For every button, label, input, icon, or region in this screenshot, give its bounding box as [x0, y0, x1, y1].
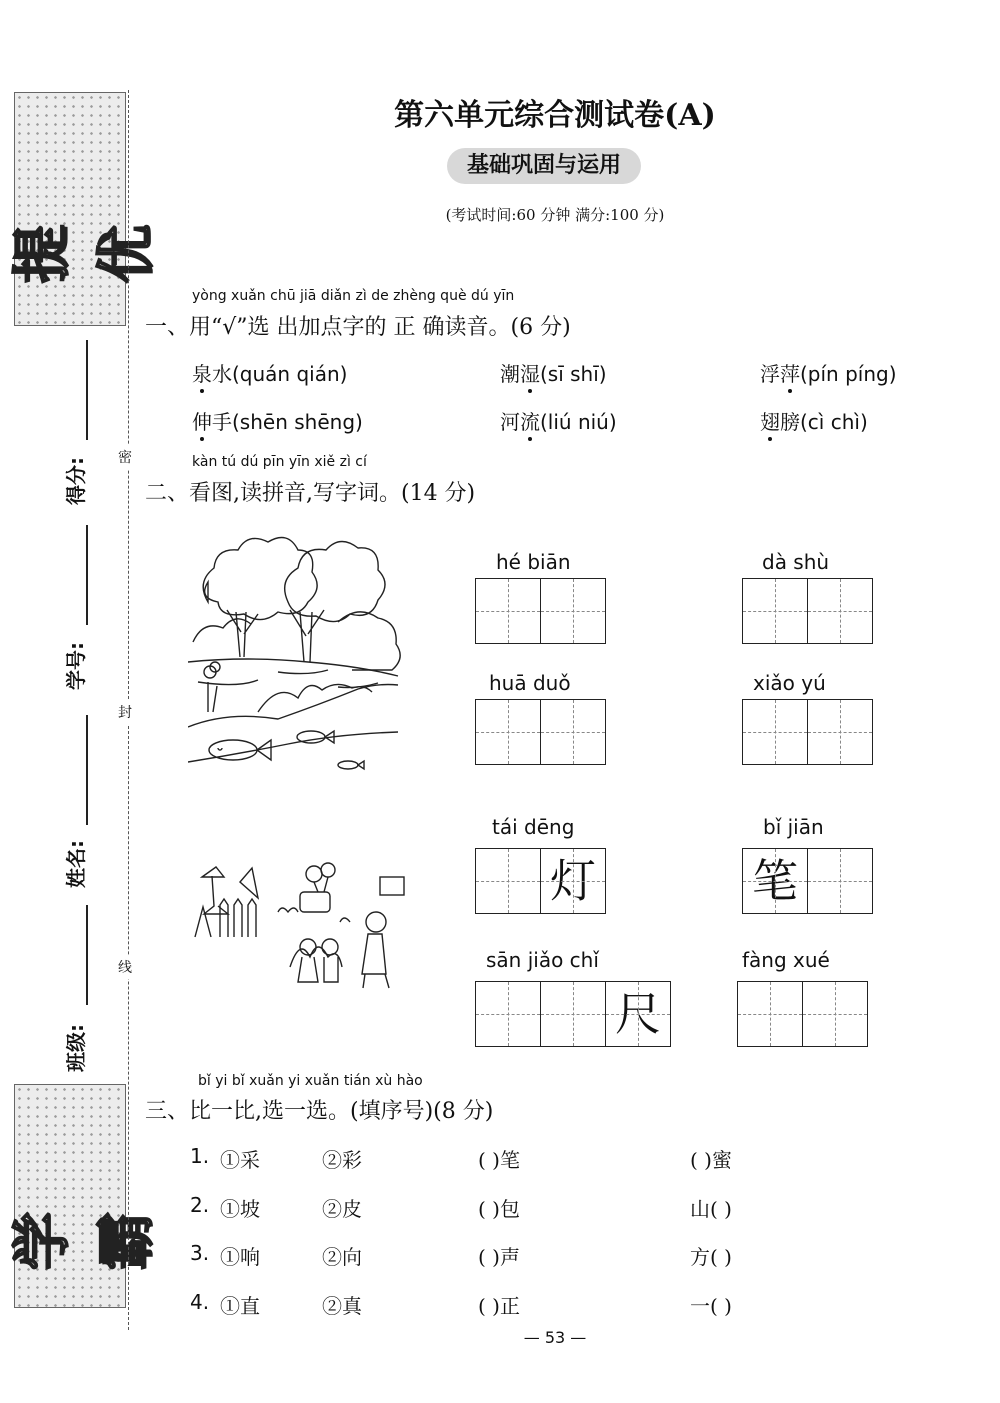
grid-cell[interactable]: [738, 982, 803, 1046]
grid-cell[interactable]: 灯: [541, 849, 605, 913]
grid-cell[interactable]: [476, 982, 541, 1046]
cut-char-mi: 密: [118, 445, 132, 469]
q2-word-3-pinyin: huā duǒ: [489, 671, 571, 695]
grid-cell[interactable]: [476, 849, 541, 913]
q3-pinyin: bǐ yi bǐ xuǎn yi xuǎn tián xù hào: [198, 1073, 423, 1089]
grid-cell[interactable]: [808, 849, 872, 913]
q1-item-6-char-dotted: 翅: [760, 406, 780, 435]
page-title: 第六单元综合测试卷(A): [394, 98, 716, 133]
grid-cell[interactable]: [541, 982, 606, 1046]
q3-row-4-option-1: ①直: [220, 1294, 260, 1318]
q2-title: 二、看图,读拼音,写字词。(14 分): [145, 481, 476, 506]
q1-item-6-char: 膀: [780, 410, 800, 434]
q1-item-2-char: 潮: [500, 362, 520, 386]
class-field-line: [86, 905, 88, 1005]
q2-word-1-grid[interactable]: [475, 578, 606, 644]
cut-char-xian: 线: [118, 955, 132, 979]
q1-title: 一、用“√”选 出加点字的 正 确读音。(6 分): [145, 315, 571, 340]
q2-word-4-pinyin: xiǎo yú: [753, 671, 826, 695]
q1-item-3-options[interactable]: (pín píng): [800, 362, 897, 386]
q3-row-2-blank-a[interactable]: ( )包: [478, 1197, 520, 1221]
q3-row-4-option-2: ②真: [322, 1294, 362, 1318]
q1-item-4-options[interactable]: (shēn shēng): [232, 410, 363, 434]
grid-cell[interactable]: [476, 579, 541, 643]
q1-item-2-options[interactable]: (sī shī): [540, 362, 607, 386]
q3-row-3-option-2: ②向: [322, 1245, 362, 1269]
grid-cell[interactable]: [541, 700, 605, 764]
q3-row-3-blank-b[interactable]: 方( ): [690, 1245, 732, 1269]
q3-row-2-option-2: ②皮: [322, 1197, 362, 1221]
name-field-label: 姓名:: [64, 840, 88, 888]
grid-cell[interactable]: [808, 579, 872, 643]
river-trees-illustration: [188, 522, 403, 772]
cut-char-feng: 封: [118, 700, 132, 724]
top-badge-text: 提优: [8, 224, 160, 283]
q2-word-2-grid[interactable]: [742, 578, 873, 644]
q2-word-5-pinyin: tái dēng: [492, 815, 575, 839]
q1-item-2: [500, 358, 607, 387]
grid-cell[interactable]: [743, 579, 808, 643]
q1-item-2-char-dotted: 湿: [520, 358, 540, 387]
q1-item-5-char-dotted: 流: [520, 406, 540, 435]
grid-cell[interactable]: 尺: [606, 982, 670, 1046]
school-items-illustration: [190, 862, 405, 997]
q1-item-1: [192, 358, 347, 387]
q3-row-1-blank-b[interactable]: ( )蜜: [690, 1148, 732, 1172]
q3-row-1-number: 1.: [190, 1144, 210, 1168]
q3-row-1-option-2: ②彩: [322, 1148, 362, 1172]
q3-row-3-blank-a[interactable]: ( )声: [478, 1245, 520, 1269]
q3-row-2-option-1: ①坡: [220, 1197, 260, 1221]
q1-item-4-char: 手: [212, 410, 232, 434]
q3-row-4-blank-b[interactable]: 一( ): [690, 1294, 732, 1318]
q3-row-1-option-1: ①采: [220, 1148, 260, 1172]
grid-cell[interactable]: 笔: [743, 849, 808, 913]
q3-row-1-blank-a[interactable]: ( )笔: [478, 1148, 520, 1172]
page-number: — 53 —: [523, 1328, 587, 1347]
grid-cell[interactable]: [808, 700, 872, 764]
q1-item-1-options[interactable]: (quán qián): [232, 362, 348, 386]
q3-title: 三、比一比,选一选。(填序号)(8 分): [145, 1099, 494, 1124]
student-id-field-label: 学号:: [64, 642, 88, 690]
q1-item-5-char: 河: [500, 410, 520, 434]
q2-word-4-grid[interactable]: [742, 699, 873, 765]
grid-cell[interactable]: [803, 982, 867, 1046]
name-field-line: [86, 715, 88, 825]
q3-row-3-number: 3.: [190, 1241, 210, 1265]
q1-item-1-char: 水: [212, 362, 232, 386]
score-field-line: [86, 340, 88, 440]
q2-word-8-grid[interactable]: [737, 981, 868, 1047]
q1-pinyin: yòng xuǎn chū jiā diǎn zì de zhèng què dú yīn: [192, 288, 515, 304]
q1-item-3: [760, 358, 897, 387]
bottom-badge: [8, 1084, 160, 1308]
q1-item-6: [760, 406, 868, 435]
grid-cell[interactable]: [743, 700, 808, 764]
grid-cell[interactable]: [541, 579, 605, 643]
q1-item-5: [500, 406, 617, 435]
q1-item-5-options[interactable]: (liú niú): [540, 410, 617, 434]
q1-item-3-char-dotted: 萍: [780, 358, 800, 387]
bottom-badge-text: 学霸: [8, 1211, 160, 1270]
q2-word-8-pinyin: fàng xué: [742, 948, 830, 972]
q2-word-3-grid[interactable]: [475, 699, 606, 765]
student-id-field-line: [86, 525, 88, 625]
q2-word-1-pinyin: hé biān: [496, 550, 571, 574]
q3-row-3-option-1: ①响: [220, 1245, 260, 1269]
class-field-label: 班级:: [64, 1024, 88, 1072]
q1-item-4: [192, 406, 363, 435]
q3-row-2-number: 2.: [190, 1193, 210, 1217]
exam-info: (考试时间:60 分钟 满分:100 分): [445, 206, 665, 224]
q2-word-6-grid[interactable]: [742, 848, 873, 914]
q2-word-7-grid[interactable]: [475, 981, 671, 1047]
q2-pinyin: kàn tú dú pīn yīn xiě zì cí: [192, 454, 367, 470]
subtitle-badge: 基础巩固与运用: [447, 148, 641, 184]
q2-word-2-pinyin: dà shù: [762, 550, 830, 574]
score-field-label: 得分:: [64, 457, 88, 505]
q3-row-2-blank-b[interactable]: 山( ): [690, 1197, 732, 1221]
q3-row-4-blank-a[interactable]: ( )正: [478, 1294, 520, 1318]
grid-cell[interactable]: [476, 700, 541, 764]
q2-word-5-grid[interactable]: [475, 848, 606, 914]
q1-item-4-char-dotted: 伸: [192, 406, 212, 435]
q1-item-3-char: 浮: [760, 362, 780, 386]
q3-row-4-number: 4.: [190, 1290, 210, 1314]
q2-word-6-pinyin: bǐ jiān: [763, 815, 824, 839]
q1-item-1-char-dotted: 泉: [192, 358, 212, 387]
q1-item-6-options[interactable]: (cì chì): [800, 410, 868, 434]
q2-word-7-pinyin: sān jiǎo chǐ: [486, 948, 599, 972]
